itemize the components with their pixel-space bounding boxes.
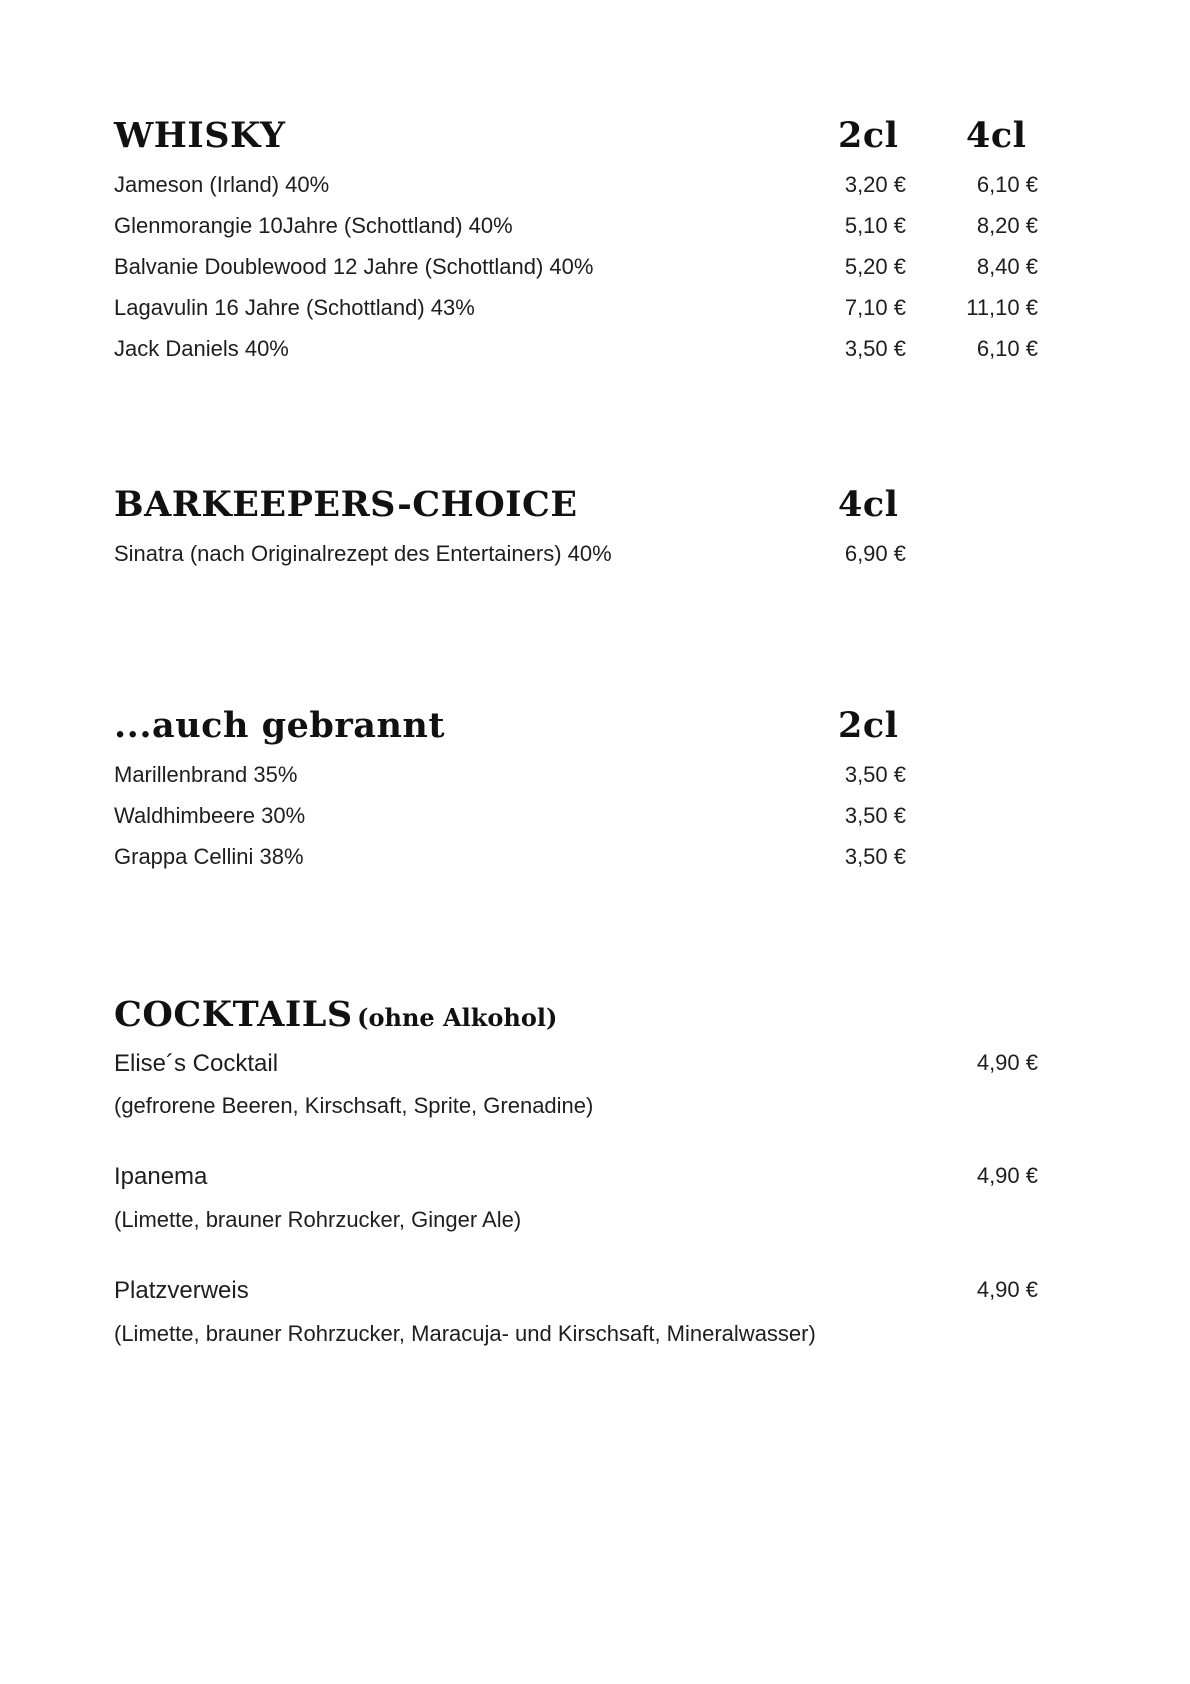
whisky-item-name: Balvanie Doublewood 12 Jahre (Schottland) 40% (114, 254, 594, 279)
whisky-item-price-4cl: 6,10 € (976, 336, 1038, 361)
whisky-item-name: Glenmorangie 10Jahre (Schottland) 40% (114, 213, 513, 238)
barkeeper-col-4cl: 4cl (838, 484, 899, 525)
whisky-item-price-4cl: 8,20 € (976, 213, 1038, 238)
cocktails-subtitle: (ohne Alkohol) (357, 1003, 558, 1032)
whisky-item-price-4cl: 8,40 € (976, 254, 1038, 279)
gebrannt-item-price: 3,50 € (844, 803, 906, 828)
gebrannt-item-price: 3,50 € (844, 762, 906, 787)
gebrannt-item-name: Marillenbrand 35% (114, 762, 298, 787)
gebrannt-item-price: 3,50 € (844, 844, 906, 869)
whisky-item-price-2cl: 3,20 € (844, 172, 906, 197)
gebrannt-col-2cl: 2cl (838, 705, 899, 746)
cocktail-description: (Limette, brauner Rohrzucker, Maracuja- und Kirschsaft, Mineralwasser) (114, 1321, 816, 1346)
barkeeper-heading: BARKEEPERS-CHOICE (114, 484, 578, 525)
cocktail-description: (Limette, brauner Rohrzucker, Ginger Ale) (114, 1207, 522, 1232)
whisky-item-price-4cl: 11,10 € (966, 295, 1038, 320)
whisky-heading: WHISKY (114, 115, 286, 156)
whisky-item-name: Lagavulin 16 Jahre (Schottland) 43% (114, 295, 475, 320)
whisky-col-2cl: 2cl (838, 115, 899, 156)
whisky-item-price-2cl: 7,10 € (844, 295, 906, 320)
whisky-item-price-2cl: 5,20 € (844, 254, 906, 279)
whisky-item-name: Jack Daniels 40% (114, 336, 289, 361)
whisky-item-price-4cl: 6,10 € (976, 172, 1038, 197)
barkeeper-item-name: Sinatra (nach Originalrezept des Entertainers) 40% (114, 541, 612, 566)
cocktail-price: 4,90 € (976, 1050, 1038, 1075)
whisky-item-price-2cl: 5,10 € (844, 213, 906, 238)
cocktail-name: Ipanema (114, 1163, 208, 1190)
gebrannt-item-name: Grappa Cellini 38% (114, 844, 304, 869)
cocktail-price: 4,90 € (976, 1163, 1038, 1188)
cocktail-name: Elise´s Cocktail (114, 1050, 279, 1077)
cocktails-title: COCKTAILS (114, 994, 353, 1035)
whisky-item-name: Jameson (Irland) 40% (114, 172, 330, 197)
cocktails-heading (114, 995, 557, 1035)
whisky-item-price-2cl: 3,50 € (844, 336, 906, 361)
cocktail-description: (gefrorene Beeren, Kirschsaft, Sprite, Grenadine) (114, 1093, 594, 1118)
cocktail-price: 4,90 € (976, 1277, 1038, 1302)
gebrannt-heading: ...auch gebrannt (114, 705, 446, 746)
cocktail-name: Platzverweis (114, 1277, 249, 1304)
barkeeper-item-price: 6,90 € (844, 541, 906, 566)
gebrannt-item-name: Waldhimbeere 30% (114, 803, 306, 828)
whisky-col-4cl: 4cl (966, 115, 1027, 156)
